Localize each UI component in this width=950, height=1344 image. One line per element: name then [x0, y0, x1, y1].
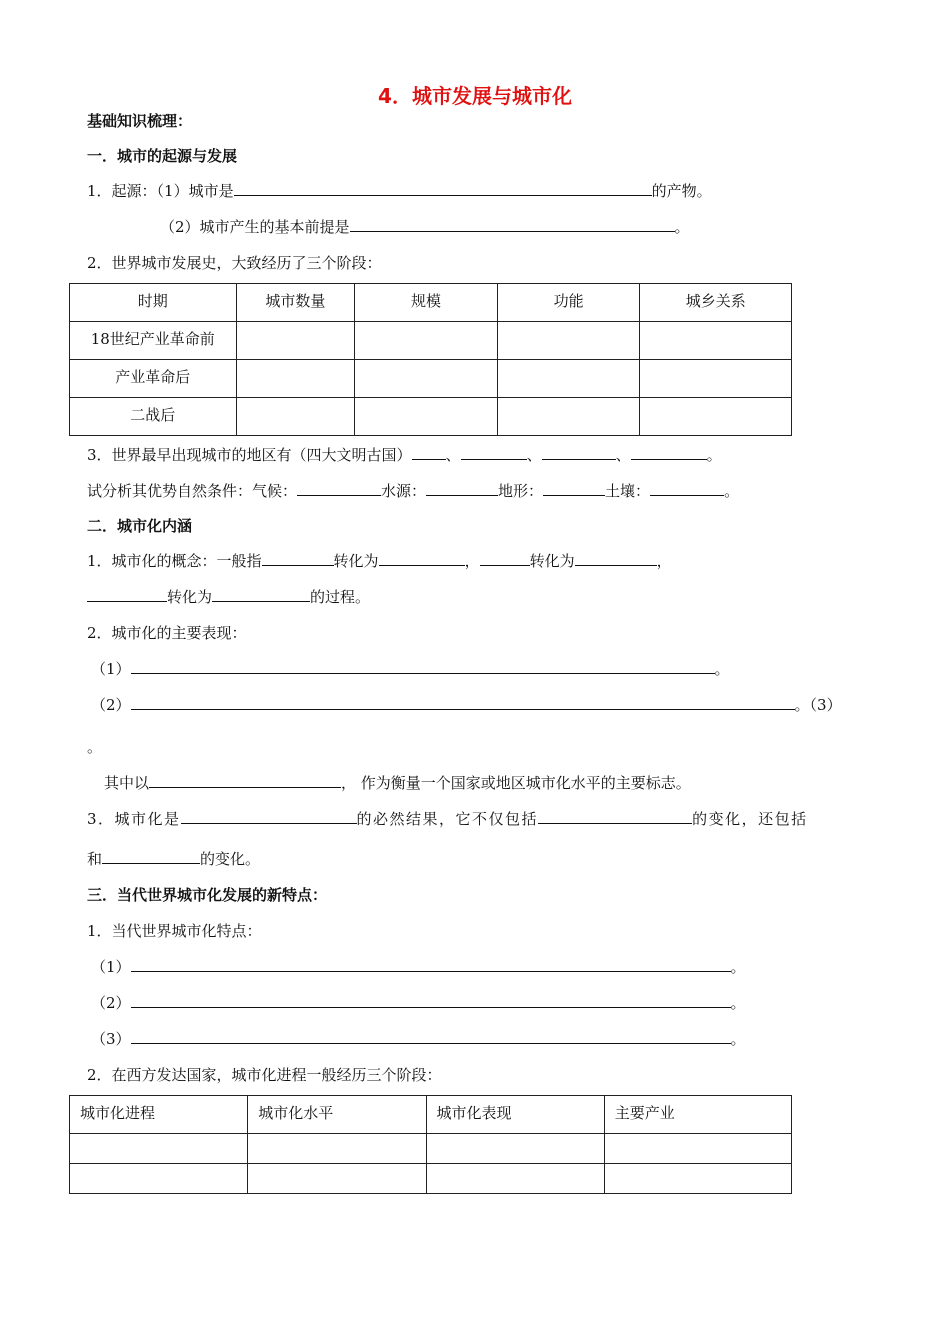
- blank-soil[interactable]: [650, 481, 724, 496]
- sep: 、: [615, 446, 631, 464]
- blank-concept-2[interactable]: [379, 551, 465, 566]
- among-prefix: 其中以: [104, 774, 150, 792]
- th-period: 时期: [70, 284, 237, 322]
- s2-q2: 2．城市化的主要表现：: [87, 624, 247, 642]
- blank-result[interactable]: [181, 809, 357, 824]
- blank-civ-2[interactable]: [461, 445, 527, 460]
- table-cell[interactable]: [604, 1164, 791, 1194]
- blank-concept-6[interactable]: [212, 587, 310, 602]
- table-cell[interactable]: [236, 398, 355, 436]
- blank-prerequisite[interactable]: [350, 217, 675, 232]
- s3-item-3: [91, 1028, 746, 1049]
- s2-q1-cont: [87, 586, 370, 607]
- section-1-heading: 一．城市的起源与发展: [87, 147, 238, 165]
- table-row: [70, 1134, 792, 1164]
- s2-among: [104, 772, 691, 793]
- comma: ，: [464, 552, 480, 570]
- table-cell[interactable]: [640, 322, 792, 360]
- s2-q3-label: 3．城市化是: [87, 810, 181, 828]
- item-3-label: 。（3）: [794, 696, 842, 714]
- row-label: 产业革命后: [70, 360, 237, 398]
- s1-q1b-suffix: 。: [674, 218, 690, 236]
- water-label: 水源：: [381, 482, 427, 500]
- end: 。: [706, 446, 722, 464]
- table-cell[interactable]: [355, 322, 498, 360]
- s3-q1: 1．当代世界城市化特点：: [87, 922, 262, 940]
- convert-text: 转化为: [333, 552, 379, 570]
- table-cell[interactable]: [248, 1134, 426, 1164]
- s1-q3-label: 3．世界最早出现城市的地区有（四大文明古国）: [87, 446, 412, 464]
- table-cell[interactable]: [236, 360, 355, 398]
- table-cell[interactable]: [497, 322, 640, 360]
- blank-city-origin[interactable]: [234, 181, 652, 196]
- terrain-label: 地形：: [498, 482, 544, 500]
- th-scale: 规模: [355, 284, 498, 322]
- table-cell[interactable]: [355, 360, 498, 398]
- section-3-heading: 三．当代世界城市化发展的新特点：: [87, 886, 328, 904]
- change-text: 的变化。: [200, 850, 261, 868]
- s1-q3: [87, 444, 722, 465]
- item-label: （1）: [91, 958, 131, 976]
- blank-civ-3[interactable]: [542, 445, 616, 460]
- soil-label: 土壤：: [605, 482, 651, 500]
- item-label: （3）: [91, 1030, 131, 1048]
- s1-analysis: [87, 480, 739, 501]
- s3-q2: 2．在西方发达国家，城市化进程一般经历三个阶段：: [87, 1066, 442, 1084]
- s2-q3-mid: 的必然结果，它不仅包括: [356, 810, 539, 828]
- period: 。: [730, 1030, 746, 1048]
- table-cell[interactable]: [604, 1134, 791, 1164]
- blank-change-1[interactable]: [538, 809, 692, 824]
- row-label: 二战后: [70, 398, 237, 436]
- blank-manifest-1[interactable]: [131, 659, 715, 674]
- period: 。: [714, 660, 730, 678]
- s2-q3-end: 的变化，还包括: [692, 810, 808, 828]
- table-row: [70, 322, 792, 360]
- comma: ，: [656, 552, 672, 570]
- blank-concept-5[interactable]: [87, 587, 167, 602]
- s2-q3-cont: [87, 848, 260, 869]
- th-city-count: 城市数量: [236, 284, 355, 322]
- climate-label: 试分析其优势自然条件：气候：: [87, 482, 298, 500]
- item-2-label: （2）: [91, 696, 131, 714]
- end: 。: [724, 482, 740, 500]
- th-urban-rural: 城乡关系: [640, 284, 792, 322]
- table-cell[interactable]: [355, 398, 498, 436]
- s2-q1-label: 1．城市化的概念：一般指: [87, 552, 262, 570]
- blank-change-2[interactable]: [102, 849, 200, 864]
- th-manifestation: 城市化表现: [426, 1096, 604, 1134]
- blank-feature-2[interactable]: [131, 993, 731, 1008]
- urbanization-stage-table: [69, 1095, 792, 1194]
- and-text: 和: [87, 850, 103, 868]
- table-cell[interactable]: [640, 398, 792, 436]
- th-function: 功能: [497, 284, 640, 322]
- blank-manifest-2[interactable]: [131, 695, 795, 710]
- table-cell[interactable]: [426, 1134, 604, 1164]
- s2-q3: [87, 808, 808, 829]
- s2-item-3-end: 。: [87, 738, 103, 756]
- table-cell[interactable]: [70, 1134, 248, 1164]
- s1-q2: 2．世界城市发展史，大致经历了三个阶段：: [87, 254, 382, 272]
- s1-q1-suffix: 的产物。: [651, 182, 712, 200]
- item-label: （2）: [91, 994, 131, 1012]
- table-cell[interactable]: [426, 1164, 604, 1194]
- page-title: 4．城市发展与城市化: [378, 84, 572, 108]
- table-cell[interactable]: [236, 322, 355, 360]
- blank-climate[interactable]: [297, 481, 381, 496]
- table-cell[interactable]: [497, 360, 640, 398]
- item-1-label: （1）: [91, 660, 131, 678]
- among-suffix: ， 作为衡量一个国家或地区城市化水平的主要标志。: [341, 774, 691, 792]
- table-row: [70, 398, 792, 436]
- sep: 、: [445, 446, 461, 464]
- blank-concept-1[interactable]: [262, 551, 334, 566]
- convert-text: 转化为: [529, 552, 575, 570]
- s2-q1: [87, 550, 672, 571]
- row-label: 18世纪产业革命前: [70, 322, 237, 360]
- th-process: 城市化进程: [70, 1096, 248, 1134]
- table-cell[interactable]: [70, 1164, 248, 1194]
- convert-text: 转化为: [167, 588, 213, 606]
- s2-item-1: [91, 658, 730, 679]
- s2-item-2: [91, 694, 842, 715]
- s1-q1: [87, 180, 712, 201]
- table-cell[interactable]: [497, 398, 640, 436]
- review-heading: 基础知识梳理：: [87, 112, 193, 130]
- blank-concept-4[interactable]: [575, 551, 657, 566]
- blank-civ-1[interactable]: [412, 445, 446, 460]
- blank-terrain[interactable]: [543, 481, 605, 496]
- blank-concept-3[interactable]: [480, 551, 530, 566]
- table-cell[interactable]: [640, 360, 792, 398]
- period: 。: [730, 994, 746, 1012]
- s1-q1b-label: （2）城市产生的基本前提是: [160, 218, 350, 236]
- section-2-heading: 二．城市化内涵: [87, 517, 193, 535]
- th-level: 城市化水平: [248, 1096, 426, 1134]
- period: 。: [730, 958, 746, 976]
- s1-q1-label: 1．起源：（1）城市是: [87, 182, 234, 200]
- table-row: [70, 360, 792, 398]
- city-history-table: [69, 283, 792, 436]
- blank-civ-4[interactable]: [631, 445, 707, 460]
- process-text: 的过程。: [310, 588, 371, 606]
- blank-indicator[interactable]: [149, 773, 341, 788]
- blank-feature-3[interactable]: [131, 1029, 731, 1044]
- s3-item-2: [91, 992, 746, 1013]
- blank-water[interactable]: [426, 481, 498, 496]
- s3-item-1: [91, 956, 746, 977]
- th-industry: 主要产业: [604, 1096, 791, 1134]
- sep: 、: [526, 446, 542, 464]
- table-row: [70, 1164, 792, 1194]
- table-cell[interactable]: [248, 1164, 426, 1194]
- blank-feature-1[interactable]: [131, 957, 731, 972]
- s1-q1b: [160, 216, 690, 237]
